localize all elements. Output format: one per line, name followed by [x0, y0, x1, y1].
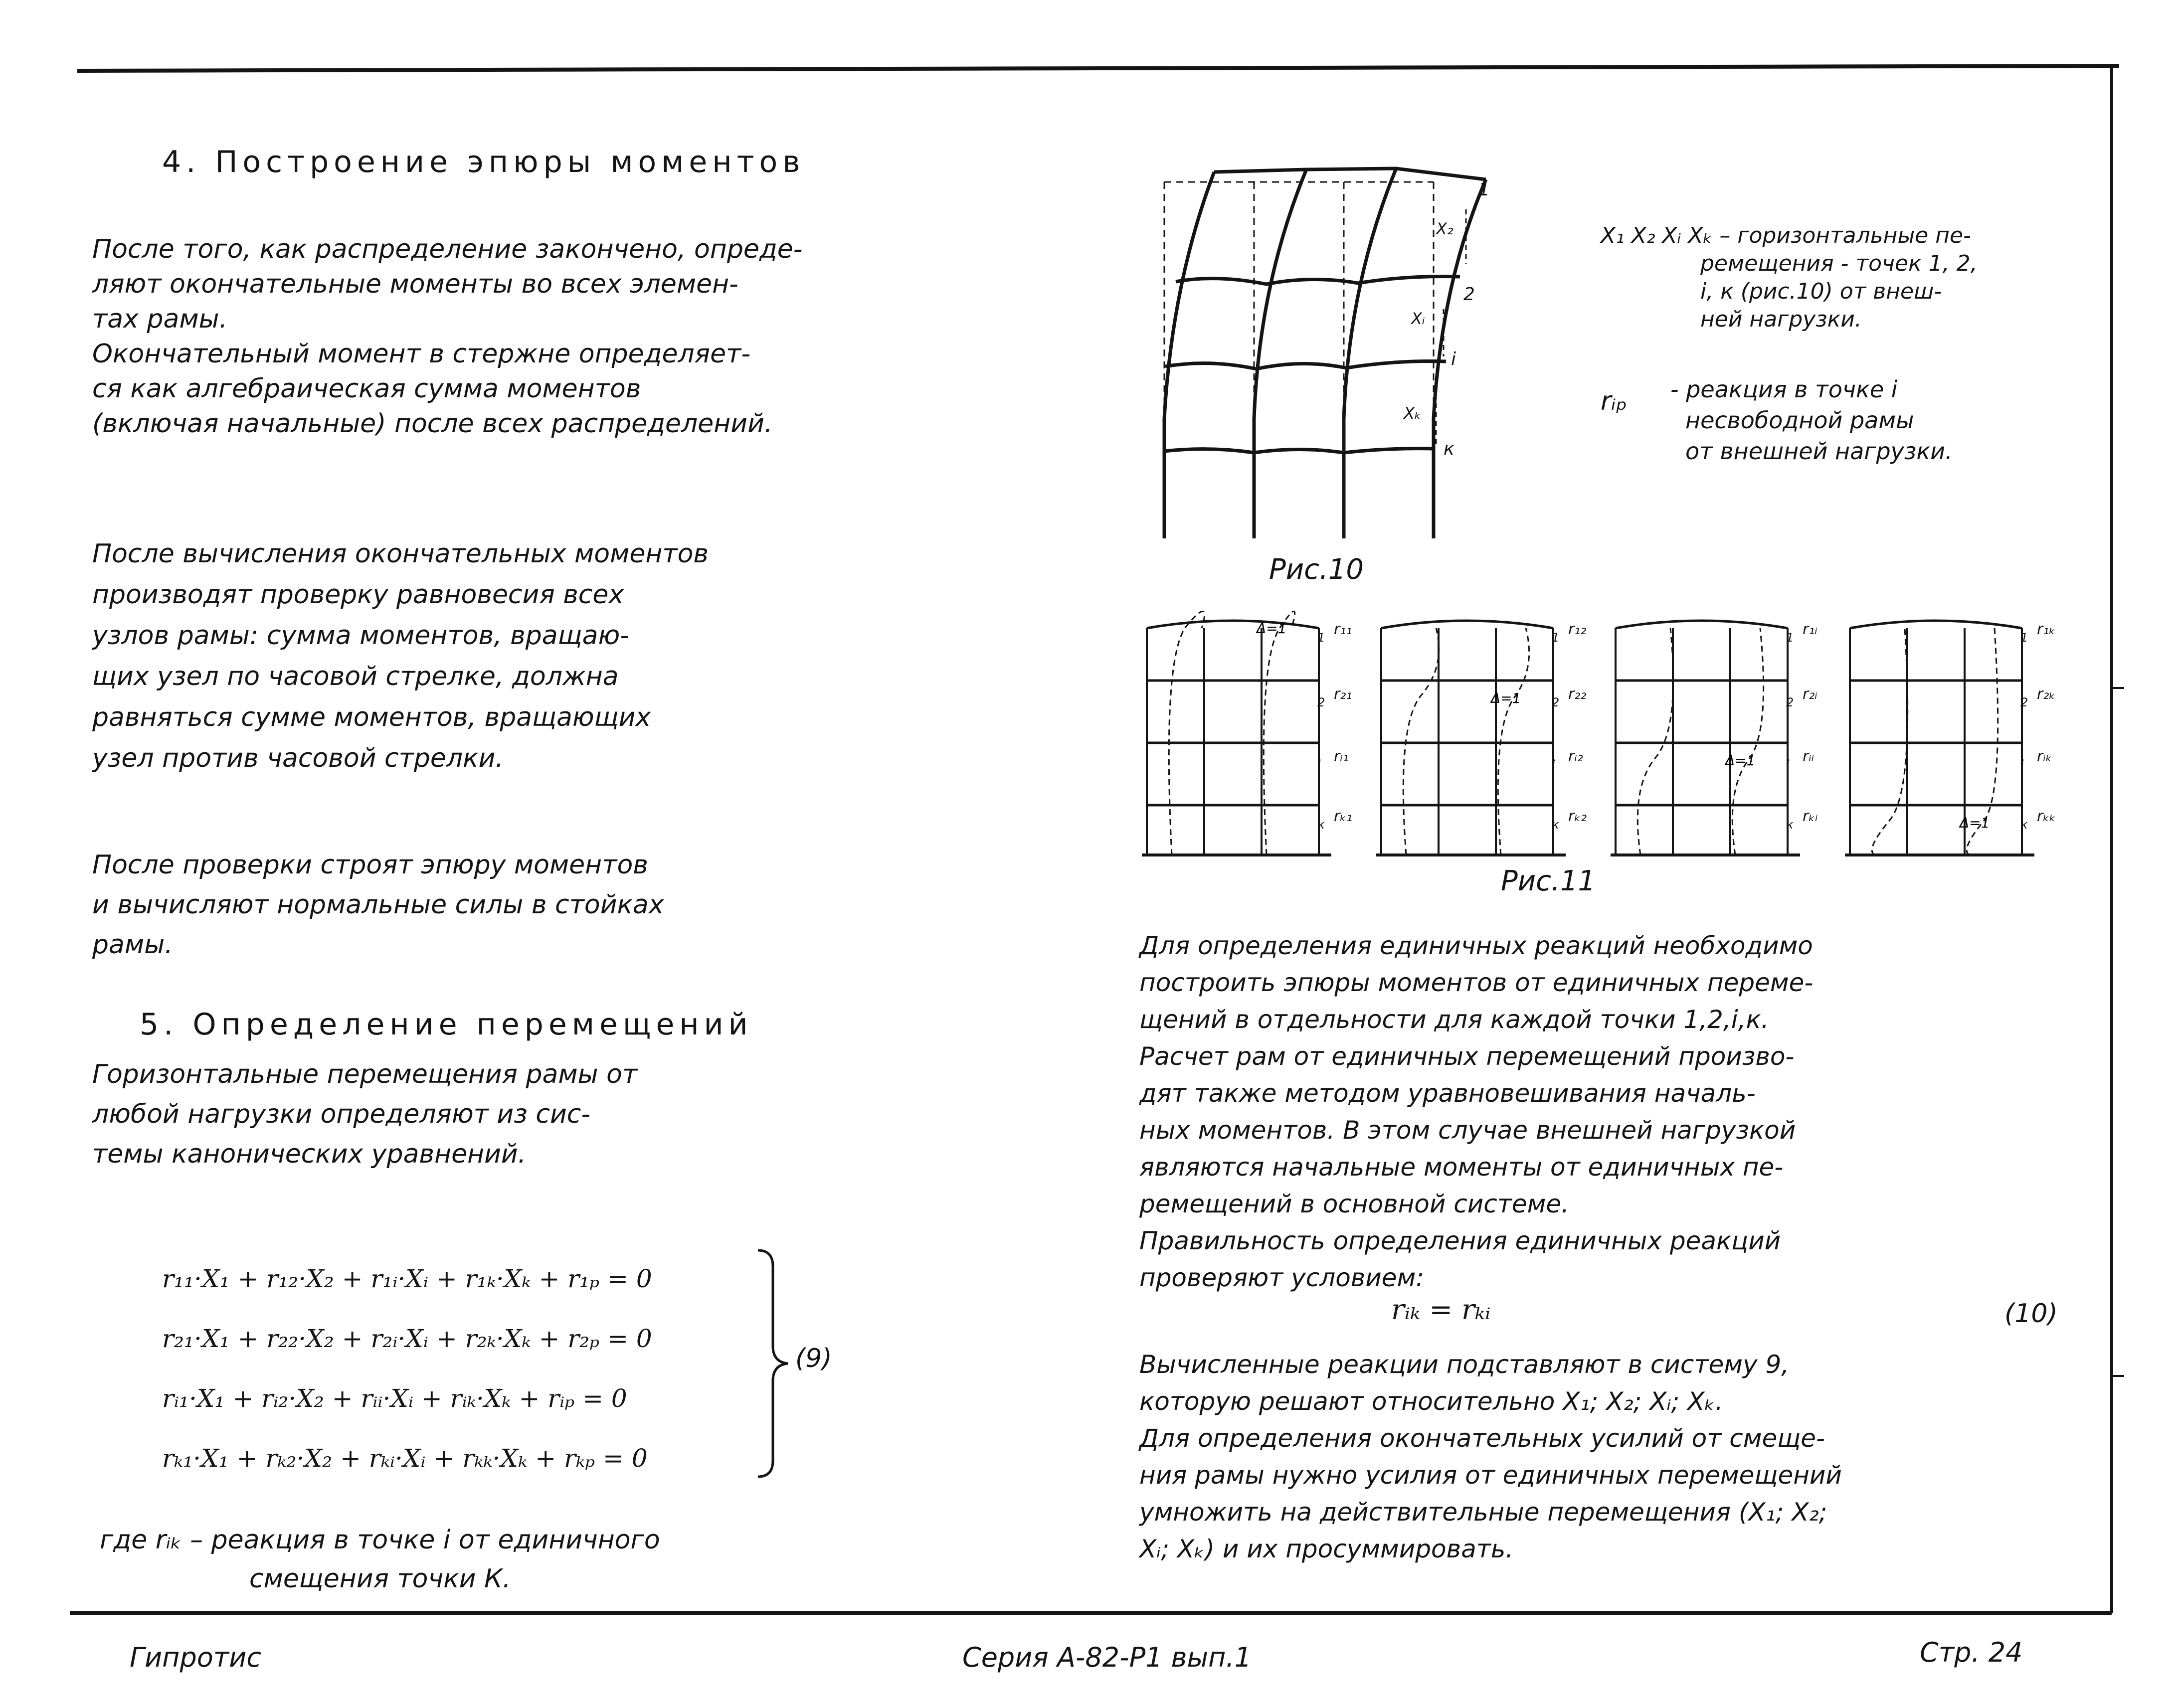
- text-line: ляют окончательные моменты во всех элемен-: [92, 269, 738, 299]
- node-label: i: [2020, 758, 2024, 772]
- node-label: 1: [1552, 631, 1560, 645]
- section4-paragraph-3: [92, 845, 664, 965]
- unit-displacement-label: Δ=1: [1257, 620, 1287, 637]
- fig10-displacement-label: Xₖ: [1404, 404, 1422, 423]
- reaction-label: rᵢ₂: [1568, 748, 1583, 765]
- text-line: После вычисления окончательных моментов: [92, 539, 709, 569]
- node-label: 1: [2020, 631, 2028, 645]
- reaction-label: rᵢₖ: [2037, 748, 2052, 765]
- reaction-label: rᵢᵢ: [1803, 748, 1815, 765]
- text-line: ся как алгебраическая сумма моментов: [92, 374, 641, 404]
- fig10-displacement-label: Xᵢ: [1411, 309, 1425, 328]
- reaction-label: rₖ₁: [1334, 808, 1353, 825]
- equation-line: r₂₁·X₁ + r₂₂·X₂ + r₂ᵢ·Xᵢ + r₂ₖ·Xₖ + r₂ₚ = 0: [162, 1324, 652, 1353]
- text-line: ней нагрузки.: [1700, 307, 1862, 332]
- text-line: построить эпюры моментов от единичных переме-: [1139, 968, 1814, 997]
- text-line: ния рамы нужно усилия от единичных перемещений: [1139, 1461, 1842, 1490]
- text-line: щений в отдельности для каждой точки 1,2,i,к.: [1139, 1005, 1769, 1034]
- node-label: i: [1786, 758, 1790, 772]
- equation-system: [162, 1249, 652, 1488]
- unit-displacement-label: Δ=1: [1491, 690, 1521, 706]
- node-label: 1: [1786, 631, 1794, 645]
- section4-paragraph-1: [92, 232, 803, 441]
- footer-series: Серия A-82-P1 вып.1: [962, 1642, 1252, 1673]
- figure-10-frame-diagram: [1117, 160, 1496, 538]
- text-line: где rᵢₖ – реакция в точке i от единичного: [100, 1525, 660, 1555]
- section5-heading: 5. Определение перемещений: [140, 1007, 753, 1042]
- text-line: от внешней нагрузки.: [1685, 438, 1953, 465]
- node-label: 2: [1786, 695, 1794, 709]
- node-label: 2: [1552, 695, 1560, 709]
- text-line: тах рамы.: [92, 304, 228, 334]
- figure-11-caption: Рис.11: [1501, 865, 1596, 897]
- text-line: Расчет рам от единичных перемещений произво-: [1139, 1042, 1795, 1071]
- roof-line: [1850, 621, 2022, 628]
- roof-line: [1616, 621, 1788, 628]
- text-line: и вычисляют нормальные силы в стойках: [92, 890, 664, 920]
- text-line: которую решают относительно X₁; X₂; Xᵢ; Xₖ.: [1139, 1387, 1723, 1416]
- text-line: X₁ X₂ Xᵢ Xₖ – горизонтальные пе-: [1601, 223, 1971, 248]
- text-line: После проверки строят эпюру моментов: [92, 850, 648, 880]
- node-label: i: [1552, 758, 1555, 772]
- fig11-panel: [1845, 611, 2044, 865]
- displacement-legend: [1601, 222, 1978, 334]
- text-line: (включая начальные) после всех распределений.: [92, 409, 773, 439]
- text-line: Правильность определения единичных реакций: [1139, 1226, 1781, 1255]
- reaction-label: rₖᵢ: [1803, 808, 1818, 825]
- text-line: ремещений в основной системе.: [1139, 1190, 1570, 1218]
- unit-displacement-label: Δ=1: [1725, 752, 1756, 769]
- reaction-label: r₁ᵢ: [1803, 621, 1817, 638]
- equation-line: rᵢ₁·X₁ + rᵢ₂·X₂ + rᵢᵢ·Xᵢ + rᵢₖ·Xₖ + rᵢₚ = 0: [162, 1384, 627, 1413]
- text-line: узел против часовой стрелки.: [92, 743, 504, 773]
- footer-page-number: Стр. 24: [1920, 1637, 2023, 1668]
- fig11-panel: [1376, 611, 1576, 865]
- reaction-label: r₁₁: [1334, 621, 1352, 638]
- node-label: к: [2020, 818, 2028, 832]
- text-line: узлов рамы: сумма моментов, вращаю-: [92, 621, 630, 651]
- node-label: к: [1317, 818, 1325, 832]
- fig10-displacement-label: X₂: [1436, 219, 1453, 238]
- system-number: (9): [795, 1344, 832, 1373]
- node-label: 1: [1317, 631, 1325, 645]
- reaction-label: r₂ₖ: [2037, 685, 2056, 703]
- section4-paragraph-2: [92, 533, 709, 779]
- reaction-legend: [1670, 374, 1953, 467]
- node-label: 2: [2020, 695, 2028, 709]
- reaction-label: r₁₂: [1568, 621, 1587, 638]
- reciprocity-condition: rᵢₖ = rₖᵢ: [1391, 1294, 1491, 1326]
- text-line: - реакция в точке i: [1670, 376, 1898, 403]
- text-line: дят также методом уравновешивания началь-: [1139, 1079, 1756, 1108]
- section4-heading: 4. Построение эпюры моментов: [162, 145, 805, 179]
- figure-10-caption: Рис.10: [1269, 553, 1364, 586]
- reaction-label: rₖ₂: [1568, 808, 1587, 825]
- fig10-node-label: к: [1444, 439, 1454, 459]
- reaction-symbol: rᵢₚ: [1601, 386, 1627, 416]
- deformation-curve: [1264, 611, 1294, 855]
- equation-line: r₁₁·X₁ + r₁₂·X₂ + r₁ᵢ·Xᵢ + r₁ₖ·Xₖ + r₁ₚ = 0: [162, 1264, 652, 1293]
- text-line: Вычисленные реакции подставляют в систему 9,: [1139, 1350, 1790, 1379]
- deformation-curve: [1169, 611, 1204, 855]
- node-label: 2: [1317, 695, 1325, 709]
- text-line: равняться сумме моментов, вращающих: [92, 702, 651, 732]
- equation-line: rₖ₁·X₁ + rₖ₂·X₂ + rₖᵢ·Xᵢ + rₖₖ·Xₖ + rₖₚ = 0: [162, 1444, 648, 1473]
- text-line: После того, как распределение закончено, опреде-: [92, 234, 803, 264]
- text-line: i, к (рис.10) от внеш-: [1700, 279, 1942, 304]
- text-line: являются начальные моменты от единичных пе-: [1139, 1153, 1784, 1182]
- reaction-label: r₂ᵢ: [1803, 685, 1817, 703]
- text-line: несвободной рамы: [1685, 407, 1914, 434]
- reaction-label: rₖₖ: [2037, 808, 2056, 825]
- text-line: Для определения окончательных усилий от смеще-: [1139, 1424, 1825, 1453]
- text-line: ных моментов. В этом случае внешней нагрузкой: [1139, 1116, 1796, 1145]
- text-line: любой нагрузки определяют из сис-: [92, 1099, 591, 1129]
- footer-organization: Гипротис: [130, 1642, 262, 1673]
- text-line: умножить на действительные перемещения (X₁; X₂;: [1139, 1498, 1827, 1527]
- reaction-label: r₁ₖ: [2037, 621, 2056, 638]
- text-line: Xᵢ; Xₖ) и их просуммировать.: [1139, 1535, 1514, 1563]
- fig10-node-label: 2: [1463, 284, 1475, 305]
- text-line: ремещения - точек 1, 2,: [1700, 251, 1978, 276]
- text-line: проверяют условием:: [1139, 1263, 1425, 1292]
- text-line: рамы.: [92, 930, 173, 960]
- roof-line: [1381, 621, 1553, 628]
- fig10-node-label: i: [1451, 349, 1456, 369]
- reaction-label: r₂₁: [1334, 685, 1352, 703]
- text-line: щих узел по часовой стрелке, должна: [92, 662, 619, 691]
- reaction-label: rᵢ₁: [1334, 748, 1349, 765]
- node-label: к: [1552, 818, 1559, 832]
- text-line: производят проверку равновесия всех: [92, 580, 624, 610]
- reaction-label: r₂₂: [1568, 685, 1587, 703]
- fig11-panel: [1611, 611, 1810, 865]
- right-paragraph-1: [1139, 927, 1813, 1296]
- node-label: к: [1786, 818, 1794, 832]
- text-line: Горизонтальные перемещения рамы от: [92, 1059, 638, 1089]
- where-clause: [100, 1521, 660, 1598]
- text-line: Для определения единичных реакций необходимо: [1139, 931, 1813, 960]
- condition-number: (10): [2004, 1299, 2058, 1329]
- node-label: i: [1317, 758, 1321, 772]
- text-line: темы канонических уравнений.: [92, 1139, 527, 1169]
- section5-paragraph: [92, 1054, 637, 1174]
- text-line: Окончательный момент в стержне определяет-: [92, 339, 751, 369]
- right-paragraph-2: [1139, 1346, 1842, 1567]
- text-line: смещения точки К.: [249, 1564, 511, 1594]
- fig11-panel: [1142, 611, 1341, 865]
- unit-displacement-label: Δ=1: [1960, 815, 1990, 831]
- fig10-node-label: 1: [1478, 179, 1490, 200]
